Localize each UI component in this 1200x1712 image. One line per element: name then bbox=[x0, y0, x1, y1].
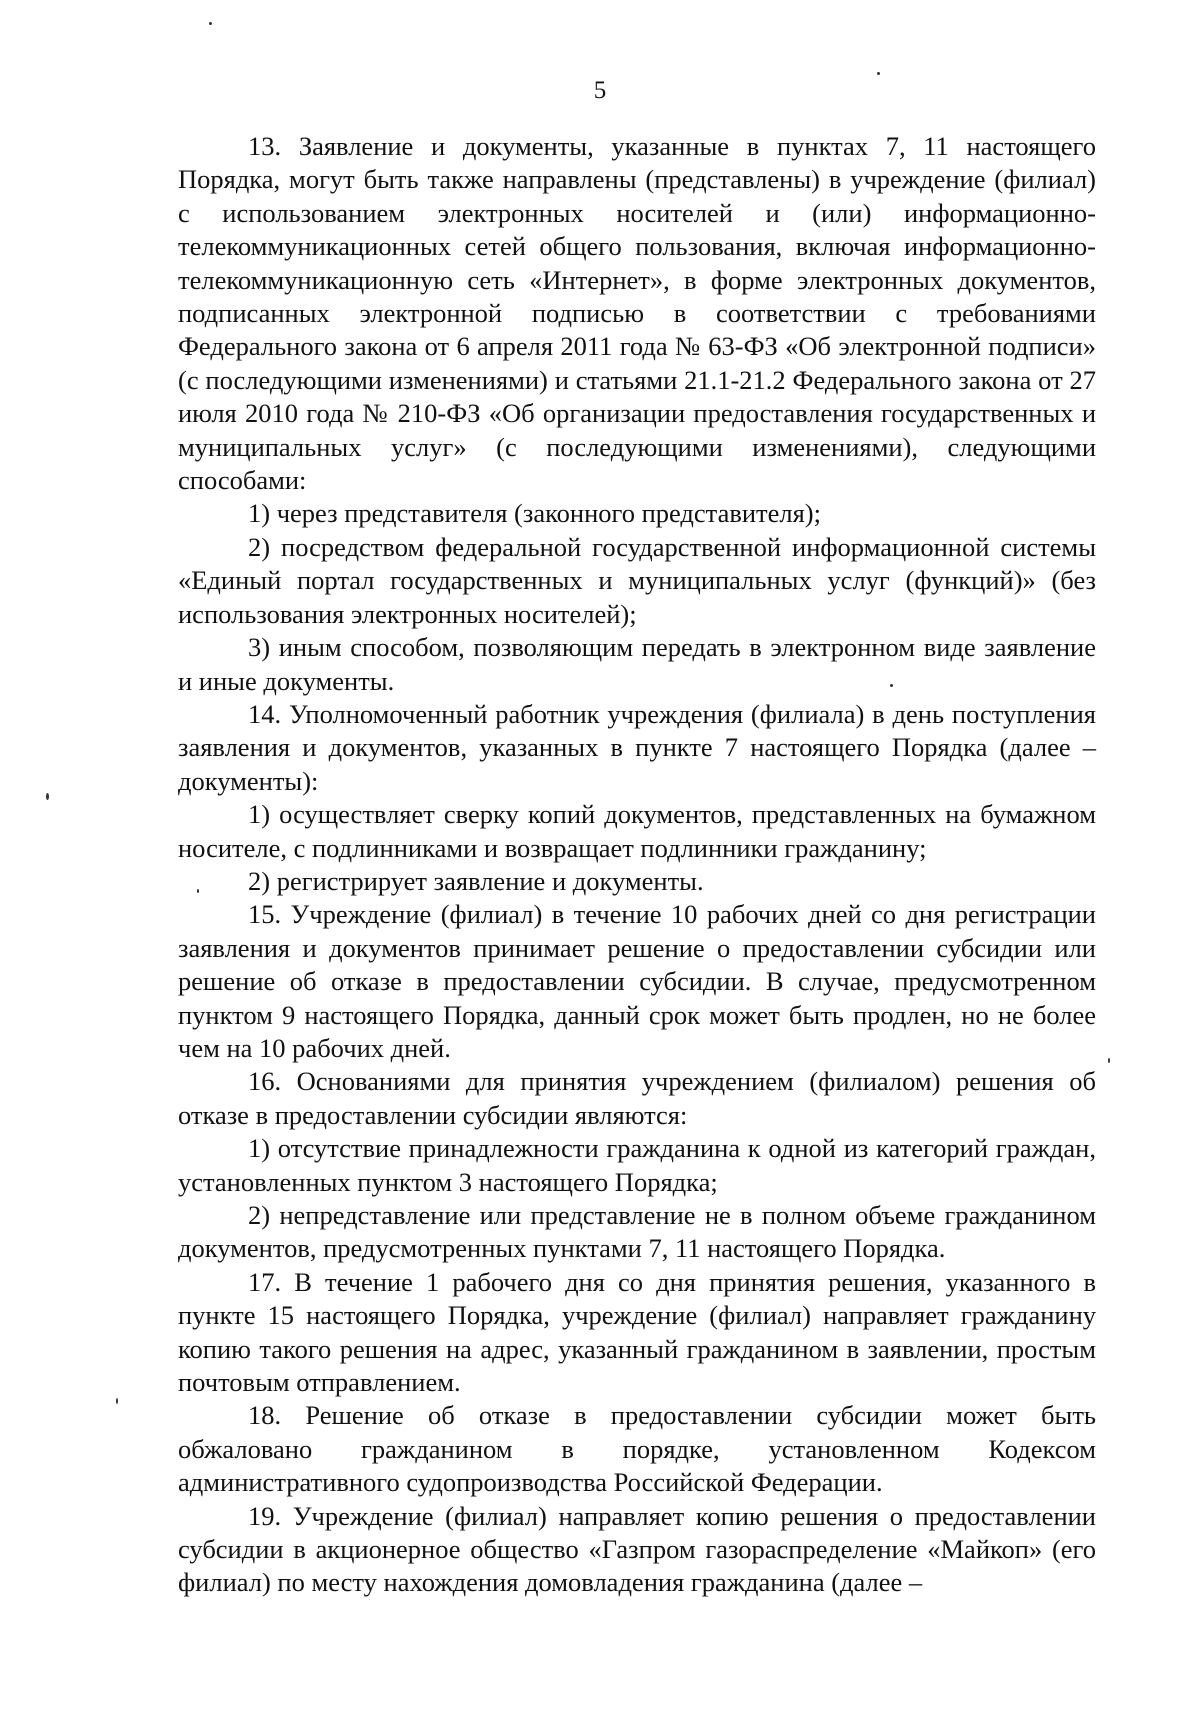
paragraph-19: 19. Учреждение (филиал) направляет копию решения о предоставлении субсидии в акционерное общество «Газпром газораспределение «Майкоп» (его филиал) по месту нахождения домовладения гражданина (далее – bbox=[178, 1500, 1096, 1598]
paragraph-18: 18. Решение об отказе в предоставлении субсидии может быть обжаловано гражданином в порядке, установленном Кодексом административного судопроизводства Российской Федерации. bbox=[178, 1400, 1096, 1498]
paragraph-14-item-2: 2) регистрирует заявление и документы. bbox=[248, 865, 704, 896]
scan-speck bbox=[116, 1398, 118, 1404]
paragraph-14: 14. Уполномоченный работник учреждения (филиала) в день поступления заявления и документов, указанных в пункте 7 настоящего Порядка (далее – документы): bbox=[178, 698, 1096, 796]
paragraph-13-item-2: 2) посредством федеральной государственной информационной системы «Единый портал государственных и муниципальных услуг (функций)» (без использования электронных носителей); bbox=[178, 531, 1096, 629]
scan-speck bbox=[197, 889, 199, 893]
paragraph-13: 13. Заявление и документы, указанные в пунктах 7, 11 настоящего Порядка, могут быть также направлены (представлены) в учреждение (филиал) с использованием электронных носителей и (или) информационно-телекоммуникационных сетей общего пользования, включая информационно-телекоммуникационную сеть «Интернет», в форме электронных документов, подписанных электронной подписью в соответствии с требованиями Федерального закона от 6 апреля 2011 года № 63-ФЗ «Об электронной подписи» (с последующими изменениями) и статьями 21.1-21.2 Федерального закона от 27 июля 2010 года № 210-ФЗ «Об организации предоставления государственных и муниципальных услуг» (с последующими изменениями), следующими способами: bbox=[178, 131, 1096, 496]
paragraph-17: 17. В течение 1 рабочего дня со дня принятия решения, указанного в пункте 15 настоящего Порядка, учреждение (филиал) направляет гражданину копию такого решения на адрес, указанный гражданином в заявлении, простым почтовым отправлением. bbox=[178, 1266, 1096, 1398]
paragraph-14-item-1: 1) осуществляет сверку копий документов, представленных на бумажном носителе, с подлинниками и возвращает подлинники гражданину; bbox=[178, 799, 1096, 863]
scan-speck bbox=[890, 684, 893, 687]
scan-speck bbox=[209, 22, 212, 25]
paragraph-15: 15. Учреждение (филиал) в течение 10 рабочих дней со дня регистрации заявления и документов принимает решение о предоставлении субсидии или решение об отказе в предоставлении субсидии. В случае, предусмотренном пунктом 9 настоящего Порядка, данный срок может быть продлен, но не более чем на 10 рабочих дней. bbox=[178, 899, 1096, 1063]
paragraph-16: 16. Основаниями для принятия учреждением (филиалом) решения об отказе в предоставлении субсидии являются: bbox=[178, 1066, 1096, 1130]
paragraph-16-item-2: 2) непредставление или представление не в полном объеме гражданином документов, предусмотренных пунктами 7, 11 настоящего Порядка. bbox=[178, 1200, 1096, 1264]
scan-speck bbox=[46, 793, 49, 800]
paragraph-13-item-3: 3) иным способом, позволяющим передать в электронном виде заявление и иные документы. bbox=[178, 632, 1096, 696]
scan-speck bbox=[1108, 1058, 1110, 1063]
document-body bbox=[178, 130, 1096, 1600]
paragraph-16-item-1: 1) отсутствие принадлежности гражданина к одной из категорий граждан, установленных пунктом 3 настоящего Порядка; bbox=[178, 1133, 1096, 1197]
page-number: 5 bbox=[593, 77, 607, 104]
scan-speck bbox=[877, 72, 880, 75]
paragraph-13-item-1: 1) через представителя (законного представителя); bbox=[248, 498, 821, 529]
